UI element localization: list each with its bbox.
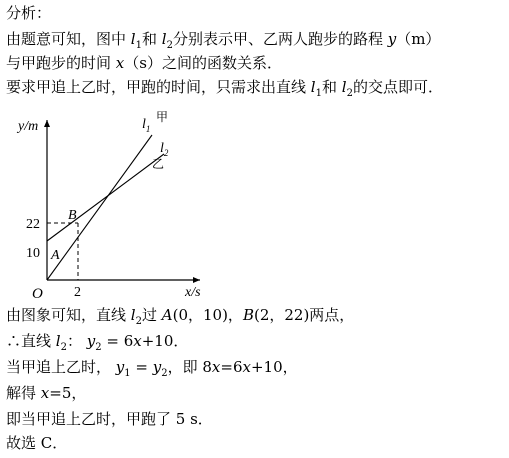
line1-label: $l_1$ [142,117,151,134]
solution-line-5: 即当甲追上乙时，甲跑了 5 s． [6,410,213,428]
line-l1-jia [47,135,152,280]
line2-name-yi: 乙 [152,157,165,171]
analysis-line-1: 由题意可知，图中 $l_1$和 $l_2$分别表示甲、乙两人跑步的路程 y（m） [6,30,441,51]
line-l2-yi [47,154,164,241]
x-axis-label: x/s [185,285,201,300]
solution-line-3: 当甲追上乙时， $y_1 = y_2$，即 8x=6x+10， [6,358,298,379]
line1-name-jia: 甲 [156,110,169,124]
solution-line-1: 由图象可知，直线 $l_2$过 A(0，10)，B(2，22)两点， [6,306,355,327]
y-tick-label-10: 10 [26,246,40,261]
heading-analysis: 分析： [6,4,52,22]
line2-label: $l_2$ [160,141,169,158]
y-axis-label: y/m [18,119,39,134]
analysis-line-2: 与甲跑步的时间 x（s）之间的函数关系． [6,54,282,72]
analysis-line-3: 要求甲追上乙时，甲跑的时间，只需求出直线 $l_1$和 $l_2$的交点即可． [6,78,443,99]
point-a-label: A [51,248,60,263]
solution-line-2: ∴直线 $l_2$： $y_2 = 6x+10$． [6,332,189,353]
origin-label: O [32,286,43,300]
y-tick-label-22: 22 [26,217,40,232]
distance-time-graph [0,104,230,300]
x-tick-label-2: 2 [74,285,81,300]
answer-line: 故选 C． [6,434,68,452]
point-b-label: B [68,208,77,223]
solution-line-4: 解得 x=5， [6,384,87,402]
